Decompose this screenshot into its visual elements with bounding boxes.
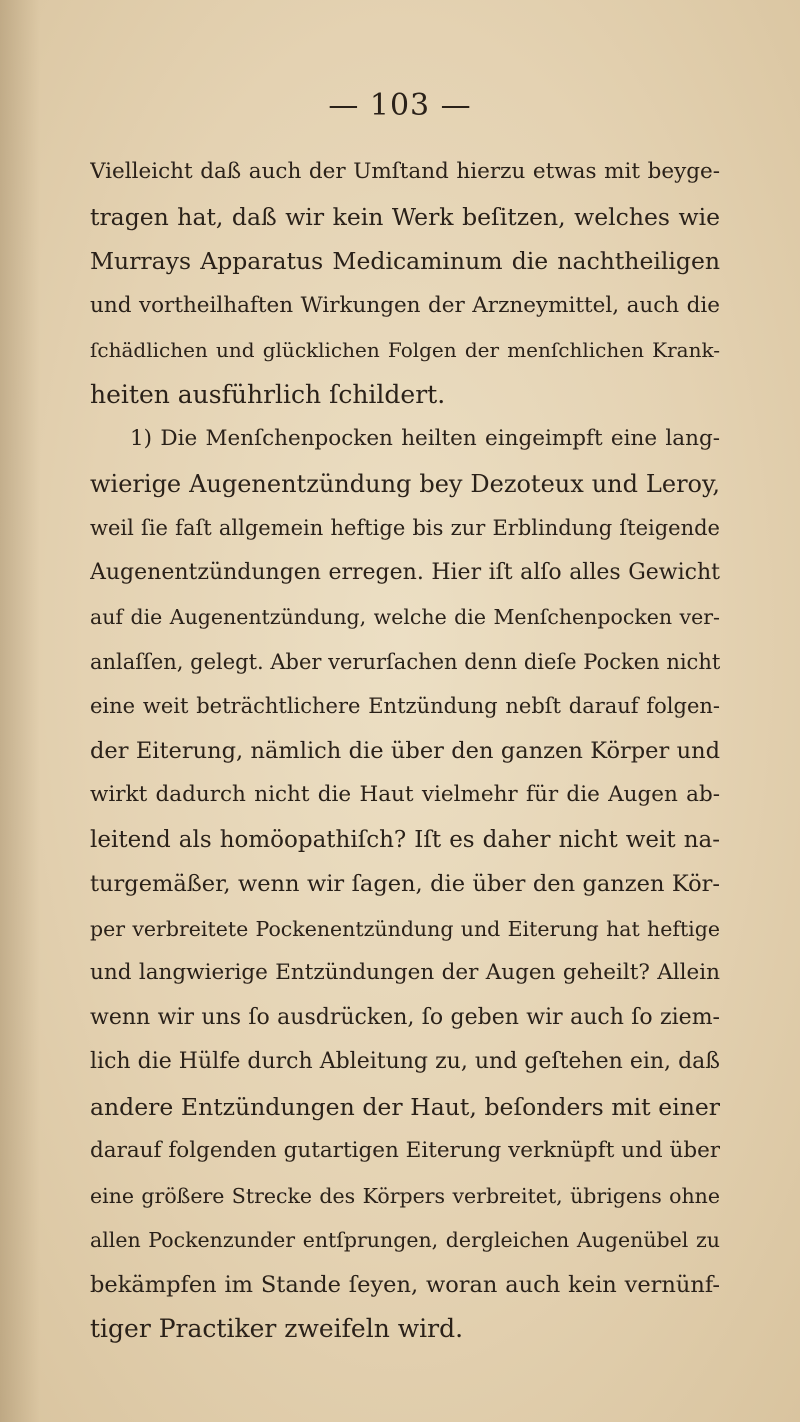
text-line: eine weit beträchtlichere Entzündung nebſt darauf folgen- [90,694,720,718]
text-line: leitend als homöopathiſch? Iſt es daher nicht weit na- [90,826,720,853]
text-line: und langwierige Entzündungen der Augen geheilt? Allein [90,960,720,985]
text-line: bekämpfen im Stande ſeyen, woran auch kein vernünf- [90,1271,720,1298]
page-edge-shadow [0,0,40,1422]
text-line: heiten ausführlich ſchildert. [90,379,446,409]
text-line: ſchädlichen und glücklichen Folgen der menſchlichen Krank- [90,338,720,362]
text-line: Augenentzündungen erregen. Hier iſt alſo alles Gewicht [90,559,720,585]
text-line: 1) Die Menſchenpocken heilten eingeimpft eine lang- [130,426,720,451]
text-line: und vortheilhaften Wirkungen der Arzneymittel, auch die [90,292,720,318]
text-line: der Eiterung, nämlich die über den ganzen Körper und [90,737,720,764]
text-line: turgemäßer, wenn wir ſagen, die über den ganzen Kör- [90,871,720,897]
text-line: auf die Augenentzündung, welche die Menſchenpocken ver- [90,605,720,629]
page-number: — 103 — [328,88,472,123]
text-line: lich die Hülfe durch Ableitung zu, und geſtehen ein, daß [90,1049,720,1074]
text-line: andere Entzündungen der Haut, beſonders mit einer [90,1092,720,1121]
text-line: weil ſie faſt allgemein heftige bis zur Erblindung ſteigende [90,516,720,540]
text-line: darauf folgenden gutartigen Eiterung verknüpft und über [90,1138,720,1163]
text-line: allen Pockenzunder entſprungen, dergleichen Augenübel zu [90,1228,720,1252]
body-text [90,150,720,1352]
text-line: Vielleicht daß auch der Umſtand hierzu etwas mit beyge- [90,159,720,184]
text-line: wierige Augenentzündung bey Dezoteux und Leroy, [90,469,720,498]
text-line: per verbreitete Pockenentzündung und Eiterung hat heftige [90,916,720,941]
text-line: tragen hat, daß wir kein Werk beſitzen, welches wie [90,202,720,231]
text-line: wenn wir uns ſo ausdrücken, ſo geben wir auch ſo ziem- [90,1004,720,1030]
text-line: eine größere Strecke des Körpers verbreitet, übrigens ohne [90,1183,720,1208]
text-line: tiger Practiker zweifeln wird. [90,1314,464,1343]
text-line: Murrays Apparatus Medicaminum die nachtheiligen [90,247,720,275]
text-line: anlaſſen, gelegt. Aber verurſachen denn dieſe Pocken nicht [90,649,720,674]
text-line: wirkt dadurch nicht die Haut vielmehr für die Augen ab- [90,782,720,807]
